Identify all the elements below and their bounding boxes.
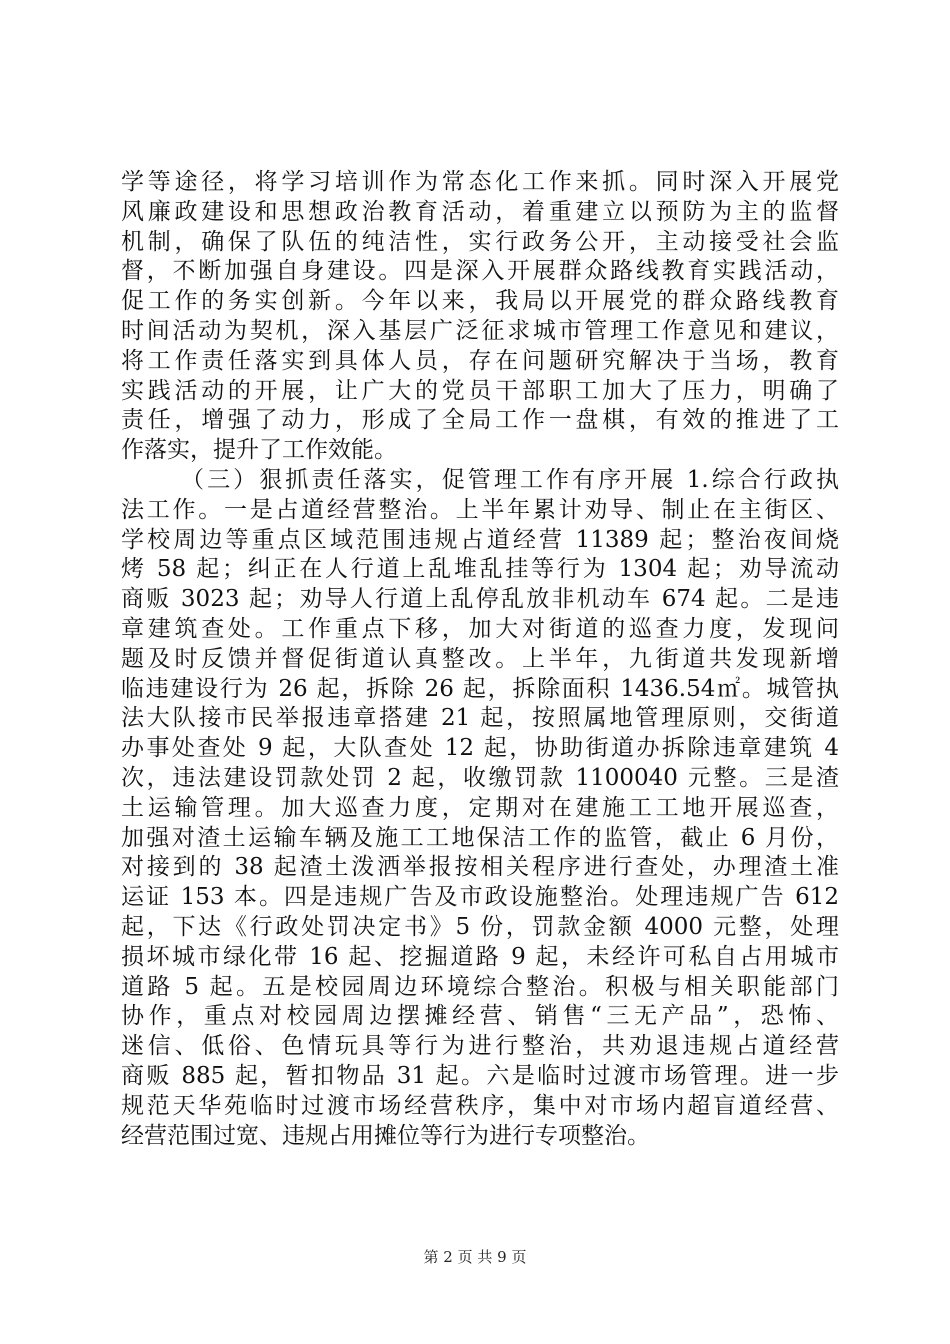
page-footer: 第 2 页 共 9 页 [423, 1248, 527, 1266]
text-line: 办事处查处 9 起，大队查处 12 起，协助街道办拆除违章建筑 4 [121, 735, 839, 762]
text-line: 责任，增强了动力，形成了全局工作一盘棋，有效的推进了工 [121, 407, 839, 434]
text-line: 临违建设行为 26 起，拆除 26 起，拆除面积 1436.54㎡。城管执 [121, 675, 839, 702]
text-line: 将工作责任落实到具体人员，存在问题研究解决于当场，教育 [121, 347, 839, 374]
text-line: 章建筑查处。工作重点下移，加大对街道的巡查力度，发现问 [121, 615, 839, 642]
text-line: 协作，重点对校园周边摆摊经营、销售“三无产品”，恐怖、 [121, 1003, 839, 1030]
text-line: 迷信、低俗、色情玩具等行为进行整治，共劝退违规占道经营 [121, 1033, 839, 1060]
text-line: 损坏城市绿化带 16 起、挖掘道路 9 起，未经许可私自占用城市 [121, 943, 839, 970]
text-line: 商贩 3023 起；劝导人行道上乱停乱放非机动车 674 起。二是违 [121, 586, 839, 613]
text-line: 风廉政建设和思想政治教育活动，着重建立以预防为主的监督 [121, 198, 839, 225]
body-text [121, 168, 839, 1151]
text-line: 起，下达《行政处罚决定书》5 份，罚款金额 4000 元整，处理 [121, 913, 839, 940]
text-line: 实践活动的开展，让广大的党员干部职工加大了压力，明确了 [121, 377, 839, 404]
text-line: 规范天华苑临时过渡市场经营秩序，集中对市场内超盲道经营、 [121, 1092, 839, 1119]
paragraph-first-line: （三）狠抓责任落实，促管理工作有序开展 1.综合行政执 [181, 466, 839, 493]
text-line: 机制，确保了队伍的纯洁性，实行政务公开，主动接受社会监 [121, 228, 839, 255]
text-line: 法大队接市民举报违章搭建 21 起，按照属地管理原则，交街道 [121, 705, 839, 732]
text-line: 促工作的务实创新。今年以来，我局以开展党的群众路线教育 [121, 288, 839, 315]
text-line: 土运输管理。加大巡查力度，定期对在建施工工地开展巡查， [121, 794, 839, 821]
text-line: 运证 153 本。四是违规广告及市政设施整治。处理违规广告 612 [121, 884, 839, 911]
text-line: 法工作。一是占道经营整治。上半年累计劝导、制止在主街区、 [121, 496, 839, 523]
text-line: 题及时反馈并督促街道认真整改。上半年，九街道共发现新增 [121, 645, 839, 672]
text-line: 督，不断加强自身建设。四是深入开展群众路线教育实践活动， [121, 258, 839, 285]
text-line: 次，违法建设罚款处罚 2 起，收缴罚款 1100040 元整。三是渣 [121, 764, 839, 791]
text-line: 对接到的 38 起渣土泼洒举报按相关程序进行查处，办理渣土准 [121, 854, 839, 881]
text-line: 道路 5 起。五是校园周边环境综合整治。积极与相关职能部门 [121, 973, 839, 1000]
text-line: 学等途径，将学习培训作为常态化工作来抓。同时深入开展党 [121, 169, 839, 195]
text-line: 经营范围过宽、违规占用摊位等行为进行专项整治。 [121, 1122, 650, 1149]
text-line: 加强对渣土运输车辆及施工工地保洁工作的监管，截止 6 月份， [121, 824, 839, 851]
text-line: 学校周边等重点区域范围违规占道经营 11389 起；整治夜间烧 [121, 526, 839, 553]
text-line: 时间活动为契机，深入基层广泛征求城市管理工作意见和建议， [121, 317, 839, 344]
text-line: 烤 58 起；纠正在人行道上乱堆乱挂等行为 1304 起；劝导流动 [121, 556, 839, 583]
text-line: 作落实，提升了工作效能。 [121, 437, 397, 464]
text-line: 商贩 885 起，暂扣物品 31 起。六是临时过渡市场管理。进一步 [121, 1062, 839, 1089]
